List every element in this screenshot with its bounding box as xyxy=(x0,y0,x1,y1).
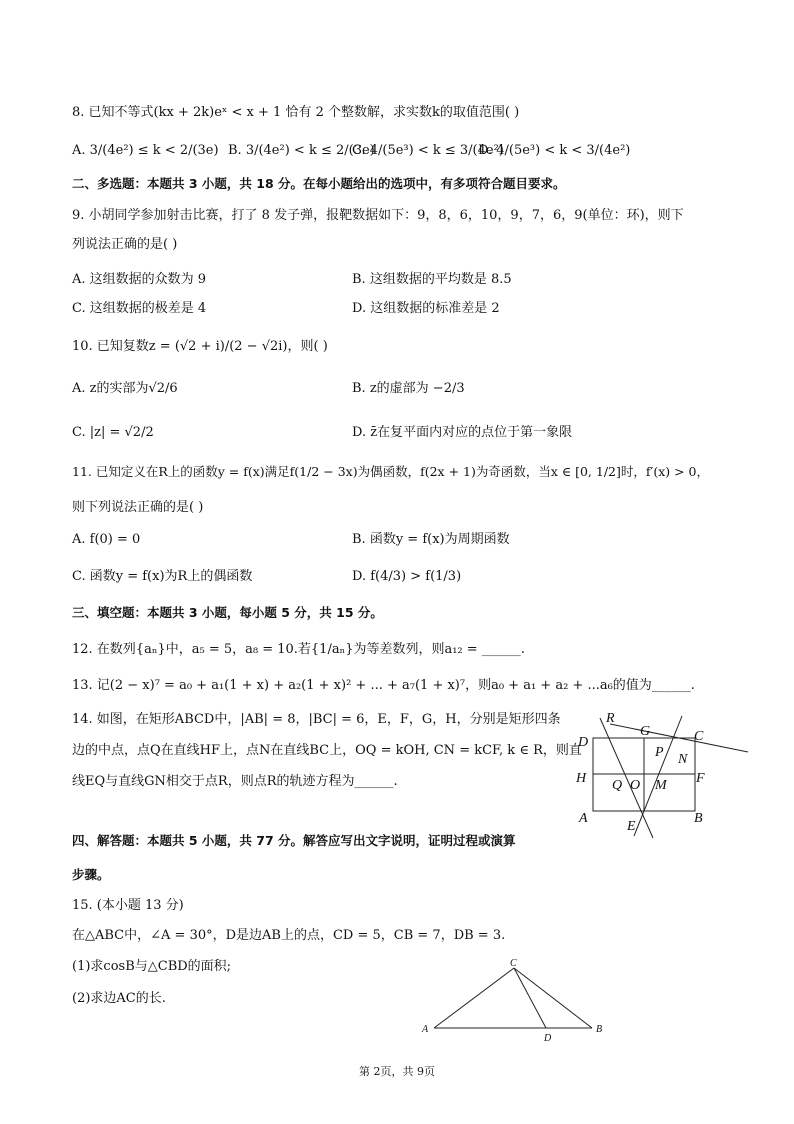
q11-stem-line2: 则下列说法正确的是( ) xyxy=(72,500,204,515)
label-m: M xyxy=(655,778,667,793)
q13-stem: 13. 记(2 − x)⁷ = a₀ + a₁(1 + x) + a₂(1 + x)² + ... + a₇(1 + x)⁷，则a₀ + a₁ + a₂ + ...a₆的值为______. xyxy=(72,678,695,693)
q14-stem-line1: 14. 如图，在矩形ABCD中，|AB| = 8，|BC| = 6，E，F，G，H，分别是矩形四条 xyxy=(72,712,561,727)
q9-option-c: C. 这组数据的极差是 4 xyxy=(72,301,207,316)
section-heading-solutions-line2: 步骤。 xyxy=(72,867,110,882)
q11-option-b: B. 函数y = f(x)为周期函数 xyxy=(352,532,510,547)
page-footer: 第 2页，共 9页 xyxy=(359,1065,435,1078)
q8-option-b: B. 3/(4e²) < k ≤ 2/(3e) xyxy=(228,143,375,158)
q11-option-c: C. 函数y = f(x)为R上的偶函数 xyxy=(72,569,253,584)
segment-ac xyxy=(434,968,514,1028)
q10-option-c: C. |z| = √2/2 xyxy=(72,425,154,440)
label-g: G xyxy=(640,724,651,739)
q15-part1: (1)求cosB与△CBD的面积; xyxy=(72,959,232,974)
label-e: E xyxy=(627,819,636,834)
q9-option-b: B. 这组数据的平均数是 8.5 xyxy=(352,272,512,287)
q8-option-c: C. 4/(5e³) < k ≤ 3/(4e²) xyxy=(352,143,504,158)
q10-option-b: B. z的虚部为 −2/3 xyxy=(352,381,465,396)
label-b: B xyxy=(596,1024,603,1035)
label-a: A xyxy=(579,811,588,826)
q10-option-a: A. z的实部为√2/6 xyxy=(72,381,178,396)
label-o: O xyxy=(630,778,641,793)
label-c: C xyxy=(694,729,704,744)
label-a: A xyxy=(422,1024,429,1035)
label-q: Q xyxy=(612,778,623,793)
q9-stem-line1: 9. 小胡同学参加射击比赛，打了 8 发子弹，报靶数据如下：9，8，6，10，9，7，6，9(单位：环)，则下 xyxy=(72,208,684,223)
q14-stem-line3: 线EQ与直线GN相交于点R，则点R的轨迹方程为______. xyxy=(72,774,398,789)
q9-option-a: A. 这组数据的众数为 9 xyxy=(72,272,207,287)
q14-stem-line2: 边的中点，点Q在直线HF上，点N在直线BC上，OQ = kOH, CN = kCF, k ∈ R，则直 xyxy=(72,743,582,758)
q11-option-d: D. f(4/3) > f(1/3) xyxy=(352,569,462,584)
section-heading-multi-choice: 二、多选题：本题共 3 小题，共 18 分。在每小题给出的选项中，有多项符合题目要求。 xyxy=(72,176,566,191)
q8-option-d: D. 4/(5e³) < k < 3/(4e²) xyxy=(478,143,631,158)
section-heading-fill-in: 三、填空题：本题共 3 小题，每小题 5 分，共 15 分。 xyxy=(72,605,383,620)
segment-cb xyxy=(514,968,592,1028)
label-d: D xyxy=(578,735,589,750)
label-r: R xyxy=(606,711,615,726)
q12-stem: 12. 在数列{aₙ}中，a₅ = 5，a₈ = 10.若{1/aₙ}为等差数列，则a₁₂ = ______. xyxy=(72,642,525,657)
q11-stem-line1: 11. 已知定义在R上的函数y = f(x)满足f(1/2 − 3x)为偶函数，f(2x + 1)为奇函数，当x ∈ [0, 1/2]时，f′(x) > 0， xyxy=(72,464,710,479)
section-heading-solutions-line1: 四、解答题：本题共 5 小题，共 77 分。解答应写出文字说明，证明过程或演算 xyxy=(72,833,516,848)
q15-stem: 在△ABC中，∠A = 30°，D是边AB上的点，CD = 5，CB = 7，DB = 3. xyxy=(72,928,506,943)
label-h: H xyxy=(576,771,587,786)
label-n: N xyxy=(678,752,688,767)
label-d: D xyxy=(544,1033,552,1044)
label-f: F xyxy=(696,771,705,786)
q9-stem-line2: 列说法正确的是( ) xyxy=(72,237,178,252)
q11-option-a: A. f(0) = 0 xyxy=(72,532,141,547)
label-p: P xyxy=(655,745,664,760)
segment-cd xyxy=(514,968,546,1028)
label-c: C xyxy=(510,958,517,969)
q10-stem: 10. 已知复数z = (√2 + i)/(2 − √2i)，则( ) xyxy=(72,339,328,354)
q8-option-a: A. 3/(4e²) ≤ k < 2/(3e) xyxy=(72,143,219,158)
label-b: B xyxy=(694,811,703,826)
q15-part2: (2)求边AC的长. xyxy=(72,991,166,1006)
q8-stem: 8. 已知不等式(kx + 2k)eˣ < x + 1 恰有 2 个整数解，求实数k的取值范围( ) xyxy=(72,105,520,120)
q15-title: 15. (本小题 13 分) xyxy=(72,898,184,913)
q10-option-d: D. z̄在复平面内对应的点位于第一象限 xyxy=(352,425,573,440)
q14-rectangle-figure xyxy=(570,706,755,846)
q9-option-d: D. 这组数据的标准差是 2 xyxy=(352,301,500,316)
q15-triangle-figure xyxy=(415,955,615,1045)
